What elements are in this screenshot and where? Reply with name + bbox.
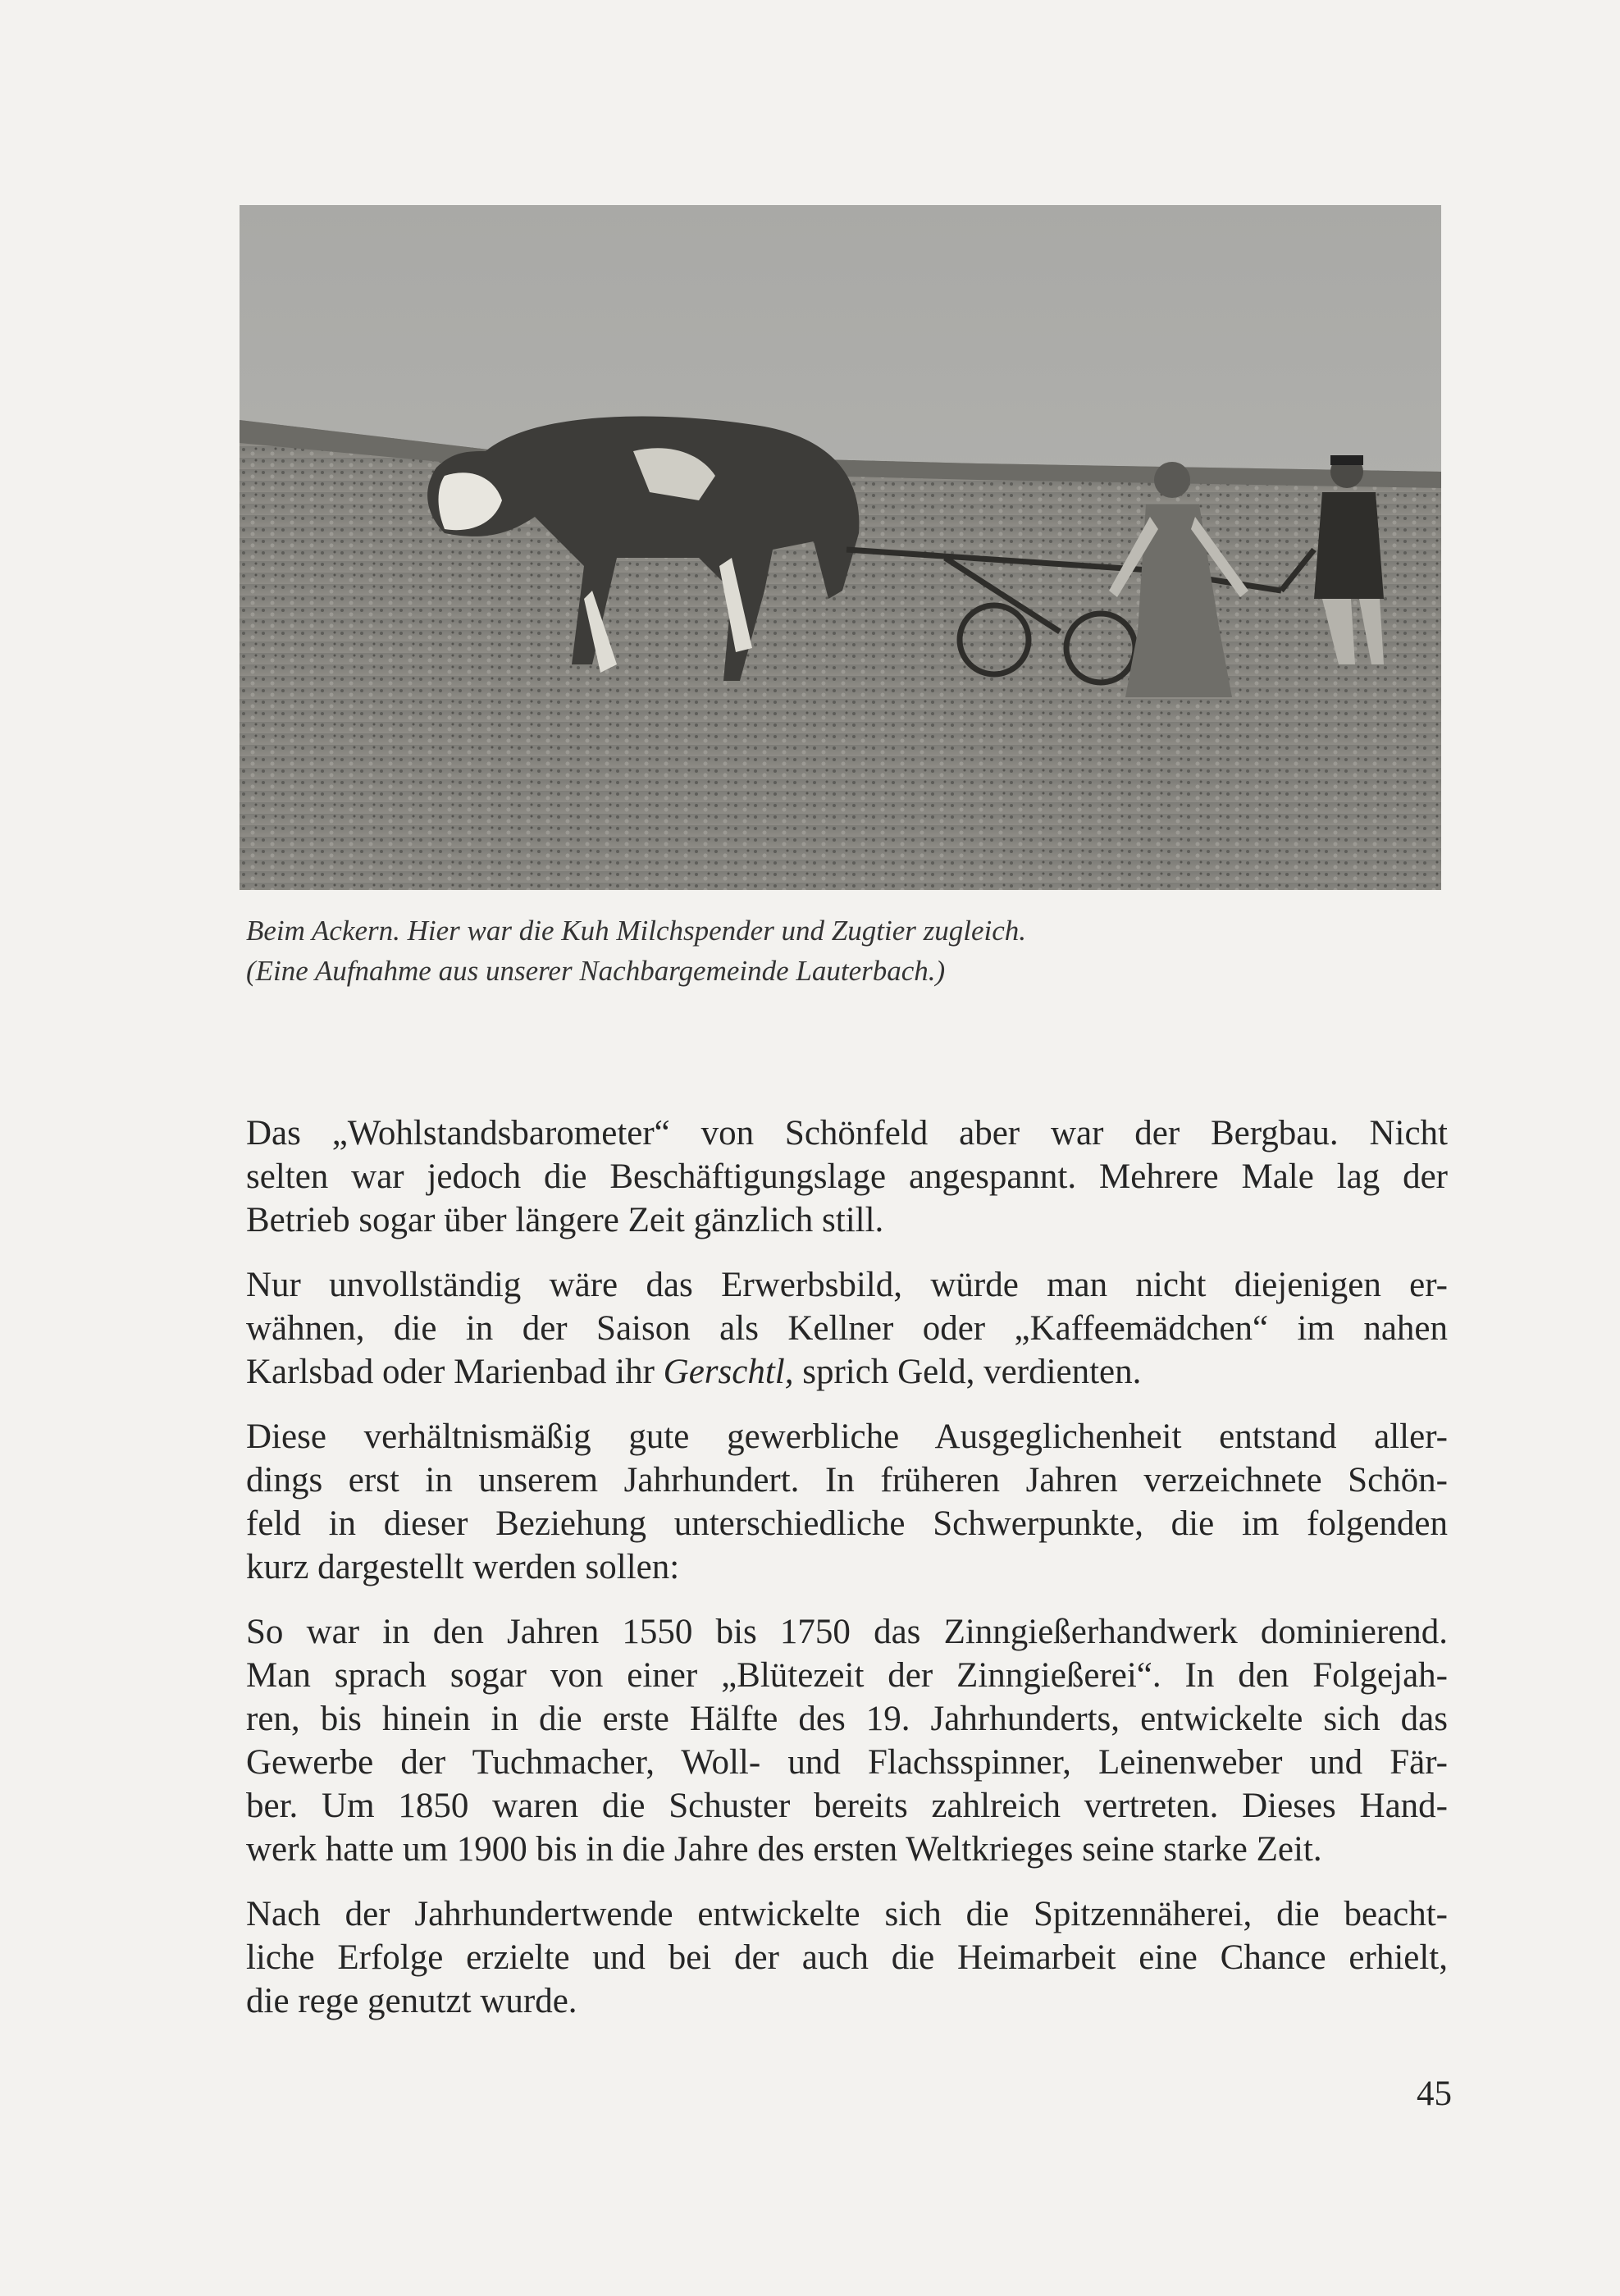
- caption-line: (Eine Aufnahme aus unserer Nachbargemeinde Lauterbach.): [246, 955, 946, 987]
- text-line: Nur unvollständig wäre das Erwerbsbild, würde man nicht diejenigen er-: [246, 1266, 1448, 1304]
- text-line: die rege genutzt wurde.: [246, 1982, 577, 2020]
- field-plowing-photo: [240, 205, 1441, 890]
- text-line: wähnen, die in der Saison als Kellner oder „Kaffeemädchen“ im nahen: [246, 1309, 1448, 1348]
- text-line: kurz dargestellt werden sollen:: [246, 1548, 680, 1586]
- page-number: 45: [1417, 2075, 1452, 2113]
- emphasized-word: Gerschtl,: [663, 1353, 794, 1391]
- text-line: Das „Wohlstandsbarometer“ von Schönfeld aber war der Bergbau. Nicht: [246, 1114, 1448, 1153]
- photo-caption: [246, 911, 1411, 991]
- paragraph: [246, 1610, 1448, 1871]
- text-segment: Karlsbad oder Marienbad ihr: [246, 1353, 664, 1391]
- text-line: Man sprach sogar von einer „Blütezeit der Zinngießerei“. In den Folgejah-: [246, 1656, 1448, 1695]
- text-line: feld in dieser Beziehung unterschiedliche Schwerpunkte, die im folgenden: [246, 1504, 1448, 1543]
- paragraph: [246, 1263, 1448, 1394]
- text-line: Betrieb sogar über längere Zeit gänzlich still.: [246, 1201, 884, 1239]
- text-segment: sprich Geld, verdienten.: [793, 1353, 1142, 1391]
- text-line: Diese verhältnismäßig gute gewerbliche Ausgeglichenheit entstand aller-: [246, 1417, 1448, 1456]
- photo-illustration: [240, 205, 1441, 890]
- body-text: [246, 1111, 1448, 2044]
- paragraph: [246, 1892, 1448, 2023]
- text-line: ren, bis hinein in die erste Hälfte des 19. Jahrhunderts, entwickelte sich das: [246, 1700, 1448, 1738]
- text-line: selten war jedoch die Beschäftigungslage angespannt. Mehrere Male lag der: [246, 1157, 1448, 1196]
- text-line: So war in den Jahren 1550 bis 1750 das Zinngießerhandwerk dominierend.: [246, 1613, 1448, 1651]
- text-line: liche Erfolge erzielte und bei der auch die Heimarbeit eine Chance erhielt,: [246, 1938, 1448, 1977]
- text-line: dings erst in unserem Jahrhundert. In früheren Jahren verzeichnete Schön-: [246, 1461, 1448, 1499]
- caption-line: Beim Ackern. Hier war die Kuh Milchspender und Zugtier zugleich.: [246, 915, 1027, 947]
- text-line: Gewerbe der Tuchmacher, Woll- und Flachsspinner, Leinenweber und Fär-: [246, 1743, 1448, 1782]
- text-line: [246, 1350, 1448, 1394]
- text-line: Nach der Jahrhundertwende entwickelte sich die Spitzennäherei, die beacht-: [246, 1895, 1448, 1933]
- text-line: ber. Um 1850 waren die Schuster bereits zahlreich vertreten. Dieses Hand-: [246, 1787, 1448, 1825]
- text-line: werk hatte um 1900 bis in die Jahre des ersten Weltkrieges seine starke Zeit.: [246, 1830, 1322, 1869]
- paragraph: [246, 1415, 1448, 1589]
- paragraph: [246, 1111, 1448, 1242]
